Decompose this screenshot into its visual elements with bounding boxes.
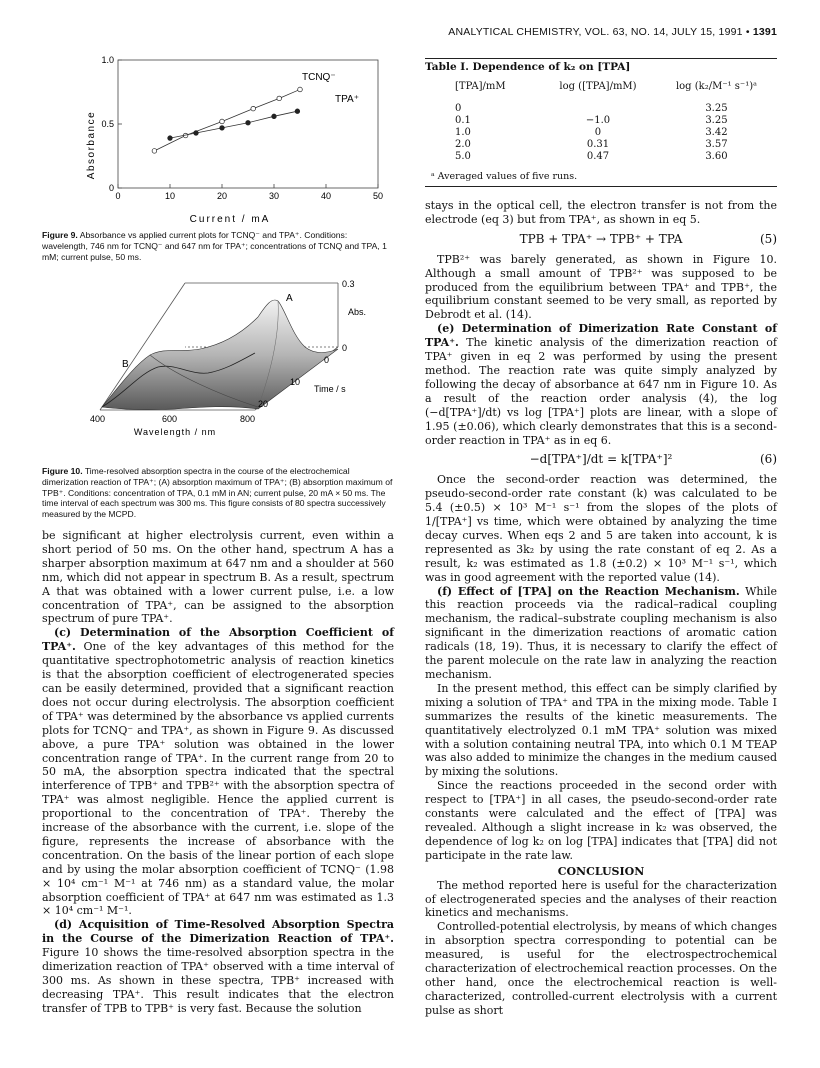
data-point-tcnq <box>220 119 225 124</box>
x-tick-label: 20 <box>216 191 228 201</box>
wl-tick-400: 400 <box>90 414 106 424</box>
data-point-tpa <box>295 109 300 114</box>
table-row <box>425 151 777 163</box>
table-cell: 3.25 <box>705 103 728 114</box>
table-1-header-cell: [TPA]/mM <box>455 81 506 92</box>
y-tick-label: 0 <box>108 183 114 193</box>
section-d-body: Figure 10 shows the time-resolved absorption spectra in the dimerization reaction of TPA⁺ observed with a time interval of 300 ms. As shown in these spectra, TPB⁺ increased with decreasing TPA⁺. This result indicates that the electron transfer of TPB to TPB⁺ is very fast. Because the solution <box>42 946 394 1015</box>
y-tick-label: 1.0 <box>101 55 114 65</box>
section-d-heading: (d) Acquisition of Time-Resolved Absorption Spectra in the Course of the Dimerization Reaction of TPA⁺. <box>42 918 394 946</box>
figure-10-caption-text: Time-resolved absorption spectra in the course of the electrochemical dimerization reaction of TPA⁺; (A) absorption maximum of TPA⁺; (B) absorption maximum of TPB⁺. Conditions: concentration of TPA, 0.1 mM in AN; current pulse, 20 mA × 50 ms. The time interval of each spectrum was 300 ms. This figure consists of 80 spectra successively measured by the MCPD. <box>42 466 393 520</box>
conclusion-heading: CONCLUSION <box>557 864 645 878</box>
abs-axis-label: Abs. <box>348 307 367 317</box>
table-cell: −1.0 <box>585 115 611 126</box>
section-e-body: The kinetic analysis of the dimerization reaction of TPA⁺ given in eq 2 was performed by using the present method. The reaction rate was quite simply analyzed by following the decay of absorbance at 647 nm in Figure 10. As a result of the reaction order analysis (4), the log (−d[TPA⁺]/dt) vs log [TPA⁺] plots are linear, with a slope of 1.95 (±0.06), which clearly demonstrates that this is a second-order reaction in TPA⁺ as in eq 6. <box>425 336 777 447</box>
time-axis-label: Time / s <box>314 384 346 394</box>
right-paragraph-3: Once the second-order reaction was determined, the pseudo-second-order rate constant (k) was calculated to be 5.4 (±0.5) × 10³ M⁻¹ s⁻¹ from the slopes of the plots of 1/[TPA⁺] vs time, which were obtained by analyzing the time decay curves. When eqs 2 and 5 are taken into account, k is represented as 3k₂ by using the rate constant of eq 2. As a result, k₂ was estimated as 1.8 (±0.2) × 10³ M⁻¹ s⁻¹, which was in good agreement with the reported value (14). <box>425 473 777 584</box>
table-cell: 0.1 <box>455 115 471 126</box>
data-point-tpa <box>246 120 251 125</box>
equation-5-text: TPB + TPA⁺ → TPB⁺ + TPA <box>519 231 683 246</box>
table-cell: 0.47 <box>586 151 610 162</box>
conclusion-paragraph-2: Controlled-potential electrolysis, by means of which changes in absorption spectra corresponding to potential can be measured, is useful for the electrospectrochemical characterization of electrochemical reaction processes. On the other hand, once the electrochemical reaction is well-characterized, controlled-current electrolysis with a current pulse as short <box>425 920 777 1017</box>
series-label-tpa: TPA⁺ <box>335 94 359 105</box>
figure-9-caption-label: Figure 9. <box>42 230 78 240</box>
left-paragraph-1: be significant at higher electrolysis current, even within a short period of 50 ms. On the other hand, spectrum A has a sharper absorption maximum at 647 nm and a shoulder at 560 nm, which did not appear in spectrum B. As a result, spectrum A that was obtained with a lower current pulse, i.e. a low concentration of TPA⁺, can be assigned to the absorption spectrum of pure TPA⁺. <box>42 529 394 626</box>
figure-10-spectra <box>80 275 400 470</box>
table-1-grid <box>425 81 777 163</box>
table-row <box>425 139 777 151</box>
figure-9-caption-text: Absorbance vs applied current plots for TCNQ⁻ and TPA⁺. Conditions: wavelength, 746 nm for TCNQ⁻ and 647 nm for TPA⁺; concentrations of TCNQ and TPA, 1 mM; current pulse, 50 ms. <box>42 230 387 262</box>
table-cell: 5.0 <box>455 151 471 162</box>
table-cell: 3.57 <box>705 139 728 150</box>
data-point-tpa <box>272 114 277 119</box>
journal-citation: ANALYTICAL CHEMISTRY, VOL. 63, NO. 14, JULY 15, 1991 <box>448 26 743 38</box>
figure-10-caption <box>42 466 394 520</box>
series-line-tpa <box>170 111 297 138</box>
section-d <box>42 918 394 1015</box>
right-paragraph-2: TPB²⁺ was barely generated, as shown in Figure 10. Although a small amount of TPB²⁺ was supposed to be produced from the equilibrium between TPA⁺ and TPB⁺, the equilibrium constant seemed to be very small, as reported by Debrodt et al. (14). <box>425 252 777 322</box>
table-cell: 0 <box>455 103 462 114</box>
wl-tick-800: 800 <box>240 414 256 424</box>
figure-10-caption-label: Figure 10. <box>42 466 83 476</box>
peak-a-label: A <box>286 293 293 304</box>
figure-9-chart <box>80 50 400 228</box>
x-tick-label: 0 <box>115 191 121 201</box>
data-point-tpa <box>168 136 173 141</box>
abs-tick-top: 0.3 <box>342 279 355 289</box>
section-f-heading: (f) Effect of [TPA] on the Reaction Mechanism. <box>437 584 740 598</box>
section-c-heading: (c) Determination of the Absorption Coefficient of TPA⁺. <box>42 626 394 654</box>
y-tick-label: 0.5 <box>101 119 114 129</box>
data-point-tcnq <box>298 87 303 92</box>
section-e-heading: (e) Determination of Dimerization Rate Constant of TPA⁺. <box>425 322 777 350</box>
x-tick-label: 50 <box>372 191 384 201</box>
time-tick-0: 0 <box>324 355 330 365</box>
section-c-body: One of the key advantages of this method for the quantitative spectrophotometric analysis of reaction kinetics is that the absorption coefficient of electrogenerated species can be easily determined, provided that a significant reaction does not occur during electrolysis. The absorption coefficient of TPA⁺ was determined by the absorbance vs applied currents plots for TCNQ⁻ and TPA⁺, as shown in Figure 9. As discussed above, a pure TPA⁺ solution was obtained in the lower concentration range of TPA⁺. In the current range from 20 to 50 mA, the absorption spectra indicated that the spectral interference of TPB⁺ and TPB²⁺ with the absorption spectra of TPA⁺ was almost negligible. Hence the applied current is proportional to the concentration of TPA⁺. Thereby the increase of the absorbance with the current, i.e. slope of the figure, represents the increase of absorbance with the concentration. On the basis of the linear portion of each slope and by using the molar absorption coefficient of TCNQ⁻ (1.98 × 10⁴ cm⁻¹ M⁻¹ at 746 nm) as a standard value, the molar absorption coefficient of TPA⁺ at 647 nm was estimated as 1.3 × 10⁴ cm⁻¹ M⁻¹. <box>42 640 394 918</box>
peak-b-label: B <box>122 359 129 370</box>
table-row <box>425 103 777 115</box>
data-point-tcnq <box>277 96 282 101</box>
data-point-tcnq <box>152 149 157 154</box>
section-c <box>42 626 394 918</box>
x-tick-label: 40 <box>320 191 332 201</box>
table-1-title: Table I. Dependence of k₂ on [TPA] <box>425 61 631 73</box>
right-paragraph-1: stays in the optical cell, the electron transfer is not from the electrode (eq 3) but from TPA⁺, as shown in eq 5. <box>425 199 777 226</box>
conclusion-paragraph-1: The method reported here is useful for the characterization of electrogenerated species and the analyses of their reaction kinetics and mechanisms. <box>425 878 777 920</box>
time-tick-10: 10 <box>290 377 301 387</box>
right-paragraph-5: Since the reactions proceeded in the second order with respect to [TPA⁺] in all cases, the pseudo-second-order rate constants were calculated and the effect of [TPA] was revealed. Although a slight increase in k₂ was observed, the dependence of log k₂ on log [TPA] indicates that [TPA] did not participate in the rate law. <box>425 779 777 862</box>
table-cell: 3.60 <box>705 151 728 162</box>
figure-9-plot <box>101 55 383 201</box>
x-tick-label: 10 <box>164 191 176 201</box>
series-label-tcnq: TCNQ⁻ <box>302 72 336 83</box>
table-cell: 2.0 <box>455 139 471 150</box>
left-column-text <box>42 529 394 1016</box>
section-f-body: While this reaction proceeds via the radical–radical coupling mechanism, the radical–substrate coupling mechanism is also significant in the dimerization reactions of aromatic cation radicals (18, 19). Thus, it is necessary to clarify the effect of the parent molecule on the rate law in analyzing the reaction mechanism. <box>425 584 777 681</box>
equation-5 <box>425 233 777 247</box>
abs-tick-zero: 0 <box>342 343 348 353</box>
table-1-header-row <box>425 81 777 103</box>
table-row <box>425 127 777 139</box>
table-cell: 0 <box>594 127 602 138</box>
table-1-footnote: ᵃ Averaged values of five runs. <box>431 171 578 182</box>
table-cell: 1.0 <box>455 127 471 138</box>
page-number: 1391 <box>752 26 777 38</box>
equation-5-number: (5) <box>760 231 777 246</box>
section-e <box>425 322 777 447</box>
x-tick-label: 30 <box>268 191 280 201</box>
figure-9-ylabel: Absorbance <box>86 110 97 180</box>
table-1 <box>425 58 777 187</box>
data-point-tpa <box>194 131 199 136</box>
figure-9-caption <box>42 230 394 262</box>
figure-9-xlabel: Current / mA <box>189 214 271 225</box>
running-header <box>441 26 777 38</box>
wl-axis-label: Wavelength / nm <box>133 427 217 437</box>
section-f <box>425 585 777 682</box>
table-cell: 3.25 <box>705 115 728 126</box>
equation-6-number: (6) <box>760 452 777 467</box>
header-bullet: • <box>745 26 750 38</box>
table-cell: 0.31 <box>586 139 610 150</box>
table-row <box>425 115 777 127</box>
right-column-text <box>425 199 777 1018</box>
right-paragraph-4: In the present method, this effect can be simply clarified by mixing a solution of TPA⁺ and TPA in the mixing mode. Table I summarizes the results of the kinetic measurements. The quantitatively electrolyzed 0.1 mM TPA⁺ solution was mixed with a solution containing neutral TPA, into which 0.1 M TEAP was also added to minimize the changes in the medium caused by mixing the solutions. <box>425 681 777 779</box>
table-1-header-cell: log ([TPA]/mM) <box>559 81 637 92</box>
table-cell: 3.42 <box>705 127 728 138</box>
equation-6-text: −d[TPA⁺]/dt = k[TPA⁺]² <box>529 452 673 467</box>
data-point-tpa <box>220 126 225 131</box>
table-1-bottom-rule <box>425 186 777 187</box>
time-tick-20: 20 <box>258 399 269 409</box>
data-point-tcnq <box>251 106 256 111</box>
equation-6 <box>425 453 777 467</box>
table-1-header-cell: log (k₂/M⁻¹ s⁻¹)ᵃ <box>675 81 757 92</box>
wl-tick-600: 600 <box>162 414 178 424</box>
table-cell <box>540 103 656 115</box>
